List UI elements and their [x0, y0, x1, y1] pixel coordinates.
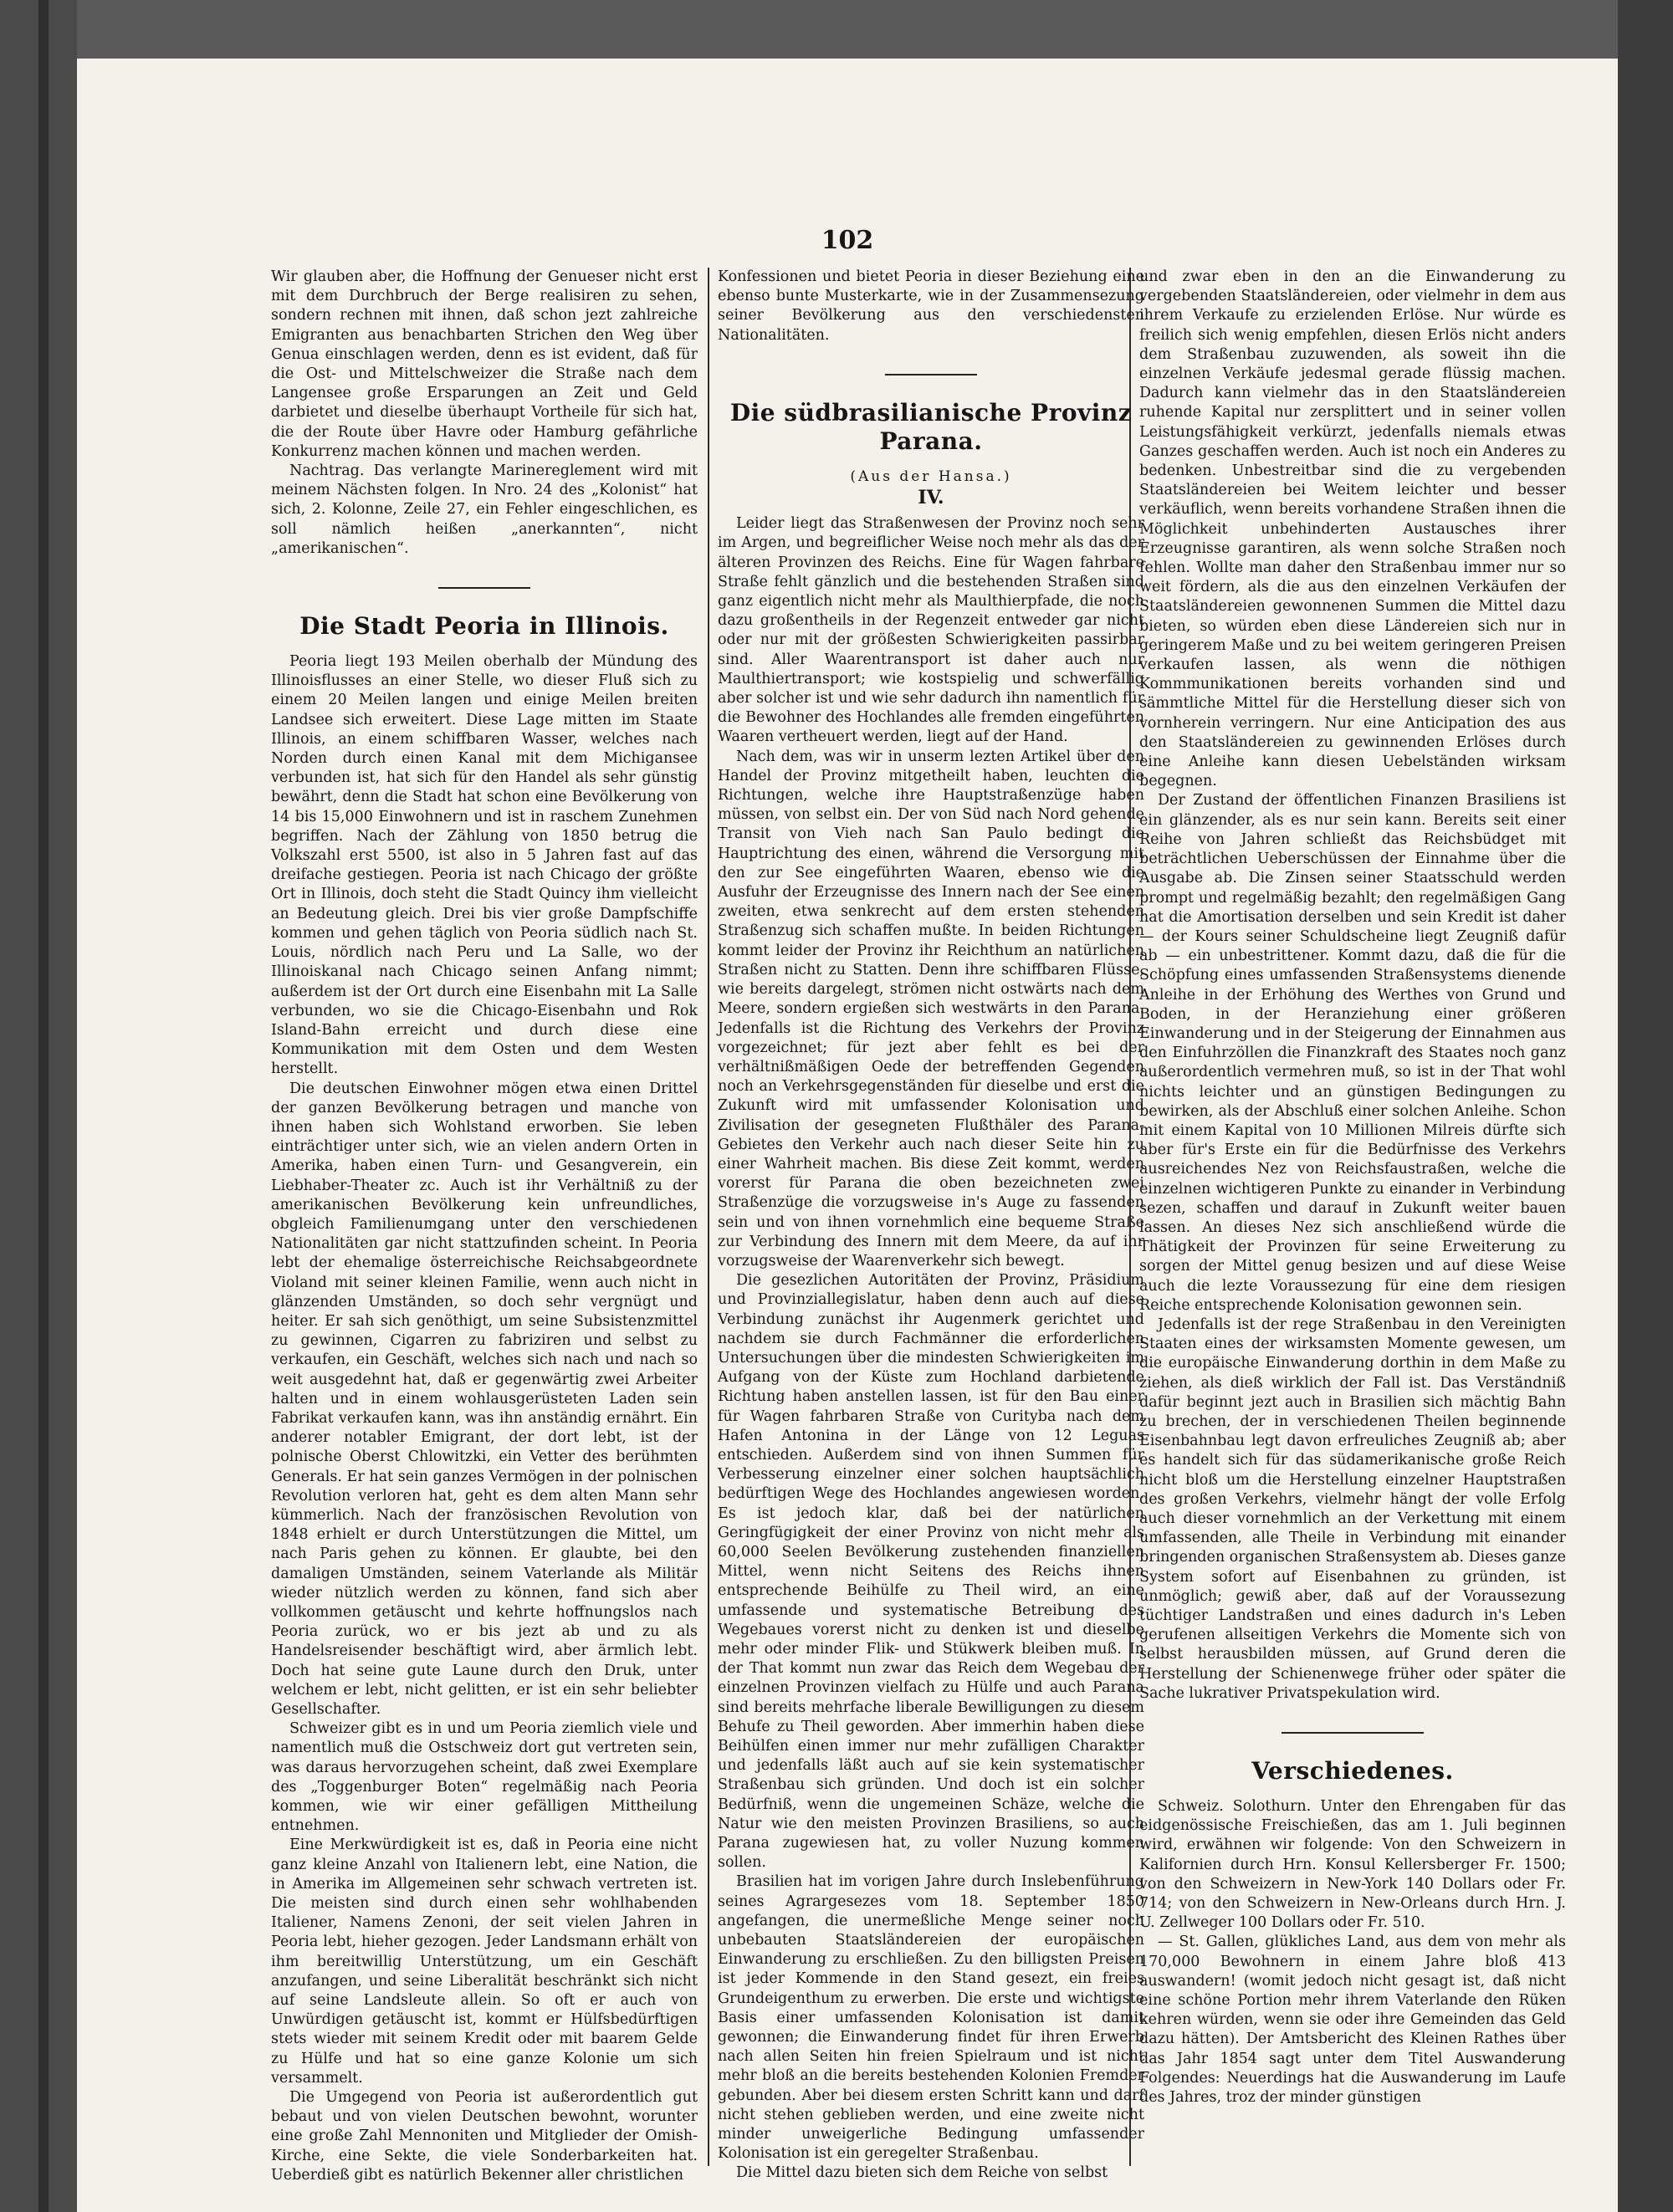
article-paragraph: Schweizer gibt es in und um Peoria ziemlich viele und namentlich muß die Ostschweiz dort gut vertreten sein, was daraus hervorzugehen scheint, daß zwei Exemplare des „Toggenburger Boten“ regelmäßig nach Peoria kommen, wie wir einer gefälligen Mittheilung entnehmen. [271, 1720, 698, 1835]
article-paragraph: Die Mittel dazu bieten sich dem Reiche von selbst [736, 2164, 1108, 2182]
section-divider [438, 587, 530, 589]
article-paragraph: Die gesezlichen Autoritäten der Provinz, Präsidium und Provinziallegislatur, haben denn auch auf diese Verbindung zunächst ihr Augenmerk gerichtet und nachdem sie durch Fachmänner die erforderlichen Untersuchungen über die mindesten Schwierigkeiten im Aufgang von der Küste zum Hochland darbietende Richtung haben anstellen lassen, ist für den Bau einer für Wagen fahrbaren Straße von Curityba nach dem Hafen Antonina in der Länge von 12 Leguas entschieden. Außerdem sind von ihnen Summen für Verbesserung einzelner einer solchen hauptsächlich bedürftigen Wege des Hochlandes angewiesen worden. Es ist jedoch klar, daß bei der natürlichen Geringfügigkeit der einer Provinz von nicht mehr als 60,000 Seelen Bevölkerung zustehenden finanziellen Mittel, wenn nicht Seitens des Reichs ihnen entsprechende Beihülfe zu Theil wird, an eine umfassende und systematische Betreibung des Wegebaues vorerst nicht zu denken ist und dieselbe mehr oder minder Flik- und Stükwerk bleiben muß. In der That kommt nun zwar das Reich dem Wegebau der einzelnen Provinzen vielfach zu Hülfe und auch Parana sind bereits mehrfache liberale Bewilligungen zu diesem Behufe zu Theil geworden. Aber immerhin haben diese Beihülfen einen immer nur mehr zufälligen Charakter und jedenfalls läßt auch auf sie kein systematischer Straßenbau sich gründen. Und doch ist ein solcher Bedürfniß, wenn die ungemeinen Schäze, welche die Natur wie den meisten Provinzen Brasiliens, so auch Parana zugewiesen hat, zu voller Nuzung kommen sollen. [718, 1272, 1144, 1872]
column-2 [718, 268, 1144, 2182]
scan-border-right [1618, 0, 1673, 2212]
news-item: — St. Gallen, glükliches Land, aus dem von mehr als 170,000 Bewohnern in einem Jahre bloß 413 auswandern! (womit jedoch nicht gesagt ist, daß nicht eine schöne Portion mehr ihrem Vaterlande den Rüken kehren würden, wenn sie oder ihre Gemeinden das Geld dazu hätten). Der Amtsbericht des Kleinen Rathes über das Jahr 1854 sagt unter dem Titel Auswanderung Folgendes: Neuerdings hat die Auswanderung im Laufe des Jahres, troz der minder günstigen [1139, 1934, 1566, 2107]
article-paragraph: Eine Merkwürdigkeit ist es, daß in Peoria eine nicht ganz kleine Anzahl von Italienern lebt, eine Nation, die in Amerika im Allgemeinen sehr schwach vertreten ist. Die meisten sind durch einen sehr wohlhabenden Italiener, Namens Zenoni, der seit vielen Jahren in Peoria lebt, hieher gezogen. Jeder Landsmann erhält von ihm bereitwillig Unterstützung, um ein Geschäft anzufangen, und seine Liberalität beschränkt sich nicht auf seine Landsleute allein. So oft er auch von Unwürdigen getäuscht ist, kommt er Hülfsbedürftigen stets wieder mit seinem Kredit oder mit baarem Gelde zu Hülfe und hat so eine ganze Kolonie um sich versammelt. [271, 1837, 698, 2087]
article-headline: Die südbrasilianische Provinz Parana. [729, 398, 1133, 455]
article-paragraph: Der Zustand der öffentlichen Finanzen Brasiliens ist ein glänzender, als es nur sein kann. Bereits seit einer Reihe von Jahren schließt das Reichsbüdget mit beträchtlichen Ueberschüssen der Einnahme über die Ausgabe ab. Die Zinsen seiner Staatsschuld werden prompt und regelmäßig bezahlt; den regelmäßigen Gang hat die Amortisation derselben und sein Kredit ist daher — der Kours seiner Schuldscheine liegt Zeugniß dafür ab — ein unbestrittener. Kommt dazu, daß die für die Schöpfung eines umfassenden Straßensystems dienende Anleihe in der Erhöhung des Werthes von Grund und Boden, in der Heranziehung einer größeren Einwanderung und in der Steigerung der Einnahmen aus den Einfuhrzöllen die Finanzkraft des Staates noch ganz außerordentlich vermehren muß, so ist in der That wohl nichts leichter und an günstigen Bedingungen zu bewirken, als der Abschluß einer solchen Anleihe. Schon mit einem Kapital von 10 Millionen Milreis dürfte sich aber für's Erste ein für die Bedürfnisse des Verkehrs ausreichendes Nez von Reichsfaustraßen, welche die einzelnen wichtigeren Punkte zu einander in Verbindung sezen, schaffen und darauf in Zukunft weiter bauen lassen. An dieses Nez sich anschließend würde die Thätigkeit der Provinzen für seine Erweiterung zu sorgen der Mittel genug besizen und auf diese Weise auch die lezte Voraussezung für eine dem riesigen Reiche entsprechende Kolonisation gewonnen sein. [1139, 792, 1566, 1314]
article-source: (Aus der Hansa.) [850, 467, 1012, 485]
book-gutter [38, 0, 49, 2212]
section-divider [1282, 1732, 1424, 1734]
section-headline: Verschiedenes. [1251, 1757, 1454, 1785]
column-rule-1 [708, 268, 709, 2166]
article-paragraph: Die deutschen Einwohner mögen etwa einen Drittel der ganzen Bevölkerung betragen und manche von ihnen haben sich Wohlstand erworben. Sie leben einträchtiger unter sich, wie an vielen andern Orten in Amerika, haben einen Turn- und Gesangverein, ein Liebhaber-Theater zc. Auch ist ihr Verhältniß zu der amerikanischen Bevölkerung kein unfreundliches, obgleich Familienumgang unter den verschiedenen Nationalitäten gar nicht stattzufinden scheint. In Peoria lebt der ehemalige österreichische Reichsabgeordnete Violand mit seiner kleinen Familie, wenn auch nicht in glänzenden Umständen, so doch sehr vergnügt und heiter. Er sah sich genöthigt, um seine Subsistenzmittel zu gewinnen, Cigarren zu fabriziren und selbst zu verkaufen, ein Geschäft, welches sich nach und nach so weit ausgedehnt hat, daß er gegenwärtig zwei Arbeiter halten und in einem wohlausgerüsteten Laden sein Fabrikat verkaufen kann, was ihn anständig ernährt. Ein anderer notabler Emigrant, der dort lebt, ist der polnische Oberst Chlowitzki, ein Vetter des berühmten Generals. Er hat sein ganzes Vermögen in der polnischen Revolution verloren hat, geht es dem alten Mann sehr kümmerlich. Nach der französischen Revolution von 1848 erhielt er durch Unterstützungen die Mittel, um nach Paris gehen zu können. Er glaubte, bei den damaligen Umständen, seinem Vaterlande als Militär wieder nützlich werden zu können, fand sich aber vollkommen getäuscht und kehrte hoffnungslos nach Peoria zurück, wo er bis jezt ab und zu als Handelsreisender beschäftigt wird, aber ärmlich lebt. Doch hat seine gute Laune durch den Druk, unter welchem er lebt, nicht gelitten, er ist ein sehr beliebter Gesellschafter. [271, 1080, 698, 1719]
section-divider [885, 374, 977, 375]
postscript: Nachtrag. Das verlangte Marinereglement wird mit meinem Nächsten folgen. In Nro. 24 des „Kolonist“ hat sich, 2. Kolonne, Zeile 27, ein Fehler eingeschlichen, es soll nämlich heißen „anerkannten“, nicht „amerikanischen“. [271, 462, 698, 557]
article-continuation: Konfessionen und bietet Peoria in dieser Beziehung eine ebenso bunte Musterkarte, wie in der Zusammensezung seiner Bevölkerung aus den verschiedensten Nationalitäten. [718, 268, 1144, 344]
scan-border-top [77, 0, 1673, 59]
article-continuation: Wir glauben aber, die Hoffnung der Genueser nicht erst mit dem Durchbruch der Berge realisiren zu sehen, sondern rechnen mit ihnen, daß schon jezt zahlreiche Emigranten aus benachbarten Strichen den Weg über Genua einschlagen werden, denn es ist evident, daß für die Ost- und Mittelschweizer die Straße nach dem Langensee große Ersparungen an Zeit und Geld darbietet und dieselbe überhaupt Vortheile für sich hat, die der Route über Havre oder Hamburg gefährliche Konkurrenz machen können und machen werden. [271, 268, 698, 460]
article-paragraph: Die Umgegend von Peoria ist außerordentlich gut bebaut und von vielen Deutschen bewohnt, worunter eine große Zahl Mennoniten und Mitglieder der Omish-Kirche, eine Sekte, die viele Sonderbarkeiten hat. Ueberdieß gibt es natürlich Bekenner aller christlichen [271, 2089, 698, 2184]
article-paragraph: Peoria liegt 193 Meilen oberhalb der Mündung des Illinoisflusses an einer Stelle, wo dieser Fluß sich zu einem 20 Meilen langen und einige Meilen breiten Landsee sich erweitert. Diese Lage mitten im Staate Illinois, an einem schiffbaren Wasser, welches nach Norden durch einen Kanal mit dem Michigansee verbunden ist, hat sich für den Handel als sehr günstig bewährt, denn die Stadt hat schon eine Bevölkerung von 14 bis 15,000 Einwohnern und ist in raschem Zunehmen begriffen. Nach der Zählung von 1850 betrug die Volkszahl erst 5500, ist also in 5 Jahren fast auf das dreifache gestiegen. Peoria ist nach Chicago der größte Ort in Illinois, doch steht die Stadt Quincy ihm vielleicht an Bedeutung gleich. Drei bis vier große Dampfschiffe kommen und gehen täglich von Peoria südlich nach St. Louis, nördlich nach Peru und La Salle, wo der Illinoiskanal nach Chicago seinen Anfang nimmt; außerdem ist der Ort durch eine Eisenbahn mit La Salle verbunden, wo sie die Chicago-Eisenbahn und Rok Island-Bahn erreicht und durch diese eine Kommunikation mit dem Osten und dem Westen herstellt. [271, 653, 698, 1078]
article-paragraph: Brasilien hat im vorigen Jahre durch Inslebenführung seines Agrargesezes vom 18. September 1850 angefangen, die unermeßliche Menge seiner noch unbebauten Staatsländereien der europäischen Einwanderung zu erschließen. Zu den billigsten Preisen ist jeder Kommende in den Stand gesezt, ein freies Grundeigenthum zu erwerben. Die erste und wichtigste Basis einer umfassenden Kolonisation ist damit gewonnen; die Einwanderung findet für ihren Erwerb nach allen Seiten hin freien Spielraum und ist nicht mehr bloß an die bereits bestehenden Kolonien Fremder gebunden. Aber bei diesem ersten Schritt kann und darf nicht stehen geblieben werden, und eine zweite nicht minder unweigerliche Bedingung umfassender Kolonisation ist ein geregelter Straßenbau. [718, 1873, 1144, 2163]
column-3 [1139, 268, 1566, 2166]
article-paragraph: Nach dem, was wir in unserm lezten Artikel über den Handel der Provinz mitgetheilt haben, leuchten die Richtungen, welche ihre Hauptstraßenzüge haben müssen, von selbst ein. Der von Süd nach Nord gehende Transit von Vieh nach San Paulo bedingt die Hauptrichtung des einen, während die Versorgung mit den zur See eingeführten Waaren, ebenso wie die Ausfuhr der Erzeugnisse des Innern nach der See einen zweiten, etwa senkrecht auf dem ersten stehenden Straßenzug sich schaffen mußte. In beiden Richtungen kommt leider der Provinz ihr Reichthum an natürlichen Straßen nicht zu Statten. Denn ihre schiffbaren Flüsse, wie bereits dargelegt, strömen nicht ostwärts nach dem Meere, sondern ergießen sich westwärts in den Parana. Jedenfalls ist die Richtung des Verkehrs der Provinz vorgezeichnet; für jezt aber fehlt es bei der verhältnißmäßigen Oede der betreffenden Gegenden noch an Verkehrsgegenständen für dieselbe und erst die Zukunft wird mit umfassender Kolonisation und Zivilisation der gesegneten Flußthäler des Parana-Gebietes den Verkehr auch nach dieser Seite hin zu einer Wahrheit machen. Bis diese Zeit kommt, werden vorerst für Parana die oben bezeichneten zwei Straßenzüge die vorzugsweise in's Auge zu fassenden sein und von ihnen vornehmlich eine bequeme Straße zur Verbindung des Innern mit dem Meere, da auf ihr vorzugsweise der Waarenverkehr sich bewegt. [718, 748, 1144, 1269]
news-item: Schweiz. Solothurn. Unter den Ehrengaben für das eidgenössische Freischießen, das am 1. Juli beginnen wird, erwähnen wir folgende: Von den Schweizern in Kalifornien durch Hrn. Konsul Kellersberger Fr. 1500; von den Schweizern in New-York 140 Dollars oder Fr. 714; von den Schweizern in New-Orleans durch Hrn. J. U. Zellweger 100 Dollars oder Fr. 510. [1139, 1798, 1566, 1932]
column-1 [271, 268, 698, 2184]
newspaper-page [77, 59, 1618, 2212]
article-paragraph: Jedenfalls ist der rege Straßenbau in den Vereinigten Staaten eines der wirksamsten Momente gewesen, um die europäische Einwanderung dorthin in dem Maße zu ziehen, als dieß wirklich der Fall ist. Das Verständniß dafür beginnt jezt auch in Brasilien sich mächtig Bahn zu brechen, der in verschiedenen Theilen beginnende Eisenbahnbau legt davon erfreuliches Zeugniß ab; aber es handelt sich für das südamerikanische große Reich nicht bloß um die Herstellung einzelner Hauptstraßen des großen Verkehrs, vielmehr hängt der volle Erfolg auch dieser vornehmlich an der Verkettung mit einem umfassenden, alle Theile in Verbindung mit einander bringenden organischen Straßensystem ab. Dieses ganze System sofort auf Eisenbahnen zu gründen, ist unmöglich; gewiß aber, daß auf der Voraussezung tüchtiger Landstraßen und eines dadurch in's Leben gerufenen allseitigen Verkehrs die Momente sich von selbst herausbilden müssen, auf Grund deren die Herstellung der Schienenwege früher oder später die Sache lukrativer Privatspekulation wird. [1139, 1315, 1566, 1702]
article-part-number: IV. [918, 487, 944, 509]
article-continuation: und zwar eben in den an die Einwanderung zu vergebenden Staatsländereien, oder vielmehr in dem aus ihrem Verkaufe zu erzielenden Erlöse. Nur würde es freilich sich wenig empfehlen, diesen Erlös nicht anders dem Straßenbau zuzuwenden, als soweit ihn die einzelnen Verkäufe jedesmal gerade flüssig machen. Dadurch kann vielmehr das in den Staatsländereien ruhende Kapital nur zersplittert und in seiner vollen Leistungsfähigkeit verkürzt, jedenfalls niemals etwas Ganzes geschaffen werden. Auch ist noch ein Anderes zu bedenken. Unbestreitbar sind die zu vergebenden Staatsländereien bei Weitem leichter und besser verkäuflich, wenn bereits vorhandene Straßen ihnen die Möglichkeit unbehinderten Austausches ihrer Erzeugnisse garantiren, als wenn solche Straßen noch fehlen. Wollte man daher den Straßenbau immer nur so weit fördern, als die aus den einzelnen Verkäufen der Staatsländereien gewonnenen Summen die Mittel dazu bieten, so würden eben diese Ländereien sich nur in geringerem Maße und zu bei weitem geringeren Preisen verkaufen lassen, als wenn die nöthigen Kommmunikationen bereits vorhanden sind und sämmtliche Mittel für die Herstellung dieser sich von vornherein verringern. Nur eine Anticipation des aus den Staatsländereien zu gewinnenden Erlöses durch eine Anleihe kann diesen Uebelständen wirksam begegnen. [1139, 268, 1566, 790]
article-headline: Die Stadt Peoria in Illinois. [299, 612, 669, 641]
article-paragraph: Leider liegt das Straßenwesen der Provinz noch sehr im Argen, und begreiflicher Weise noch mehr als das der älteren Provinzen des Reichs. Eine für Wagen fahrbare Straße fehlt gänzlich und die bestehenden Straßen sind ganz eigentlich nicht mehr als Maulthierpfade, die noch dazu großentheils in der Regenzeit entweder gar nicht oder nur mit der größesten Schwierigkeiten passirbar sind. Aller Waarentransport ist daher auch nur Maulthiertransport; wie kostspielig und schwerfällig aber solcher ist und wie sehr dadurch ihn namentlich für die Bewohner des Hochlandes alle fremden eingeführten Waaren vertheuert werden, liegt auf der Hand. [718, 515, 1144, 746]
page-number: 102 [821, 226, 874, 255]
